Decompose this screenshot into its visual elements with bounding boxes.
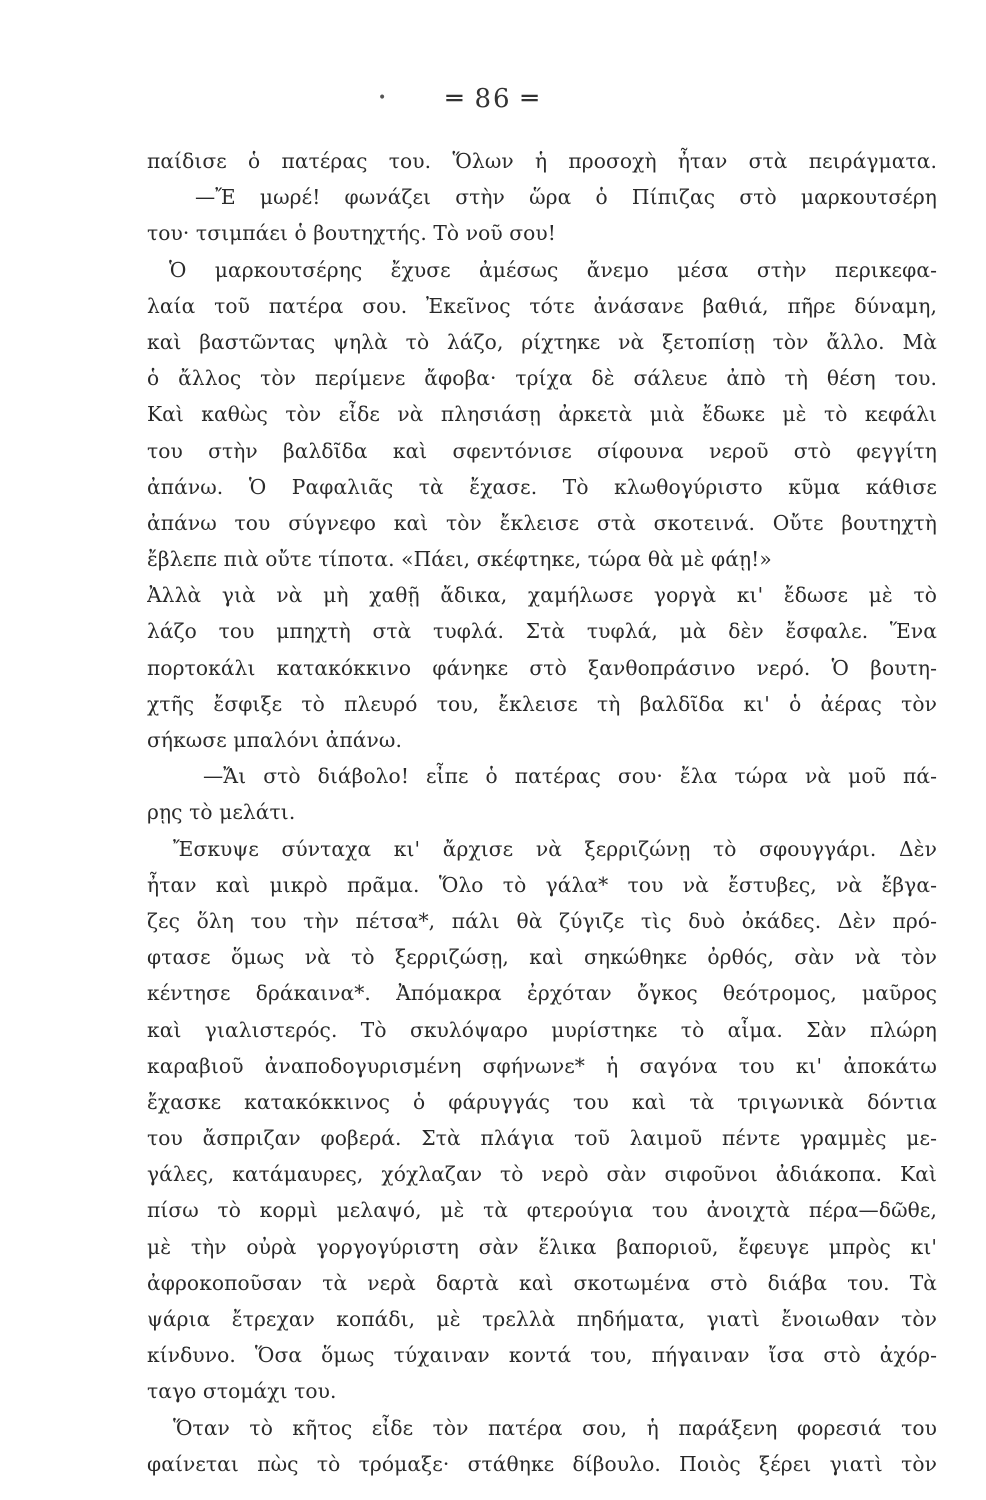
text-line: κίνδυνο. Ὅσα ὅμως τύχαιναν κοντά του, πήγαιναν ἴσα στὸ ἀχόρ- <box>147 1343 937 1368</box>
text-line: ζες ὅλη του τὴν πέτσα*, πάλι θὰ ζύγιζε τὶς δυὸ ὀκάδες. Δὲν πρό- <box>147 908 937 933</box>
text-line: καραβιοῦ ἀναποδογυρισμένη σφήνωνε* ἡ σαγόνα του κι' ἀποκάτω <box>147 1053 937 1078</box>
text-line: λάζο του μπηχτὴ στὰ τυφλά. Στὰ τυφλά, μὰ δὲν ἔσφαλε. Ἕνα <box>147 619 937 644</box>
text-line: του στὴν βαλδῖδα καὶ σφεντόνισε σίφουνα νεροῦ στὸ φεγγίτη <box>147 438 937 463</box>
text-line: ἀφροκοποῦσαν τὰ νερὰ δαρτὰ καὶ σκοτωμένα στὸ διάβα του. Τὰ <box>147 1270 937 1295</box>
text-line: ὁ ἄλλος τὸν περίμενε ἄφοβα· τρίχα δὲ σάλευε ἀπὸ τὴ θέση του. <box>147 366 937 391</box>
text-line: γάλες, κατάμαυρες, χόχλαζαν τὸ νερὸ σὰν σιφοῦνοι ἀδιάκοπα. Καὶ <box>147 1162 937 1187</box>
page-number-header: ═ 86 ═ <box>446 84 540 114</box>
text-line: ἀπάνω. Ὁ Ραφαλιᾶς τὰ ἔχασε. Τὸ κλωθογύριστο κῦμα κάθισε <box>147 474 937 499</box>
text-line: ψάρια ἔτρεχαν κοπάδι, μὲ τρελλὰ πηδήματα, γιατὶ ἔνοιωθαν τὸν <box>147 1307 937 1331</box>
body-text <box>147 143 937 1482</box>
text-line: πορτοκάλι κατακόκκινο φάνηκε στὸ ξανθοπράσινο νερό. Ὁ βουτη- <box>147 655 937 680</box>
text-line: παίδισε ὁ πατέρας του. Ὅλων ἡ προσοχὴ ἦταν στὰ πειράγματα. <box>147 149 937 173</box>
bullet-mark: • <box>378 90 387 106</box>
text-line: σήκωσε μπαλόνι ἀπάνω. <box>147 728 402 752</box>
text-line: μὲ τὴν οὐρὰ γοργογύριστη σὰν ἕλικα βαποριοῦ, ἔφευγε μπρὸς κι' <box>147 1234 937 1259</box>
text-line: ἔχασκε κατακόκκινος ὁ φάρυγγάς του καὶ τὰ τριγωνικὰ δόντια <box>147 1089 937 1114</box>
text-line: καὶ γιαλιστερός. Τὸ σκυλόψαρο μυρίστηκε τὸ αἷμα. Σὰν πλώρη <box>147 1017 937 1042</box>
text-line: χτῆς ἔσφιξε τὸ πλευρό του, ἔκλεισε τὴ βαλδῖδα κι' ὁ ἀέρας τὸν <box>147 691 937 716</box>
text-line: —Ἄι στὸ διάβολο! εἶπε ὁ πατέρας σου· ἔλα τώρα νὰ μοῦ πά- <box>203 764 937 789</box>
text-line: Ὅταν τὸ κῆτος εἶδε τὸν πατέρα σου, ἡ παράξενη φορεσιά του <box>173 1415 937 1440</box>
text-line: Ἀλλὰ γιὰ νὰ μὴ χαθῇ ἄδικα, χαμήλωσε γοργὰ κι' ἔδωσε μὲ τὸ <box>147 583 937 608</box>
text-line: —Ἔ μωρέ! φωνάζει στὴν ὥρα ὁ Πίπιζας στὸ μαρκουτσέρη <box>195 185 937 210</box>
text-line: Καὶ καθὼς τὸν εἶδε νὰ πλησιάσῃ ἀρκετὰ μιὰ ἔδωκε μὲ τὸ κεφάλι <box>147 402 937 427</box>
text-line: ἦταν καὶ μικρὸ πρᾶμα. Ὅλο τὸ γάλα* του νὰ ἔστυβες, νὰ ἔβγα- <box>147 872 937 897</box>
text-line: ταγο στομάχι του. <box>147 1379 337 1404</box>
text-line: πίσω τὸ κορμὶ μελαψό, μὲ τὰ φτερούγια του ἀνοιχτὰ πέρα—δῶθε, <box>147 1198 937 1223</box>
text-line: Ὁ μαρκουτσέρης ἔχυσε ἀμέσως ἄνεμο μέσα στὴν περικεφα- <box>169 257 937 282</box>
text-line: καὶ βαστῶντας ψηλὰ τὸ λάζο, ρίχτηκε νὰ ξετοπίσῃ τὸν ἄλλο. Μὰ <box>147 329 937 354</box>
text-line: ρῃς τὸ μελάτι. <box>147 800 296 825</box>
text-line: ἀπάνω του σύγνεφο καὶ τὸν ἔκλεισε στὰ σκοτεινά. Οὔτε βουτηχτὴ <box>147 510 937 535</box>
text-line: κέντησε δράκαινα*. Ἀπόμακρα ἐρχόταν ὄγκος θεότρομος, μαῦρος <box>147 981 937 1006</box>
text-line: φαίνεται πὼς τὸ τρόμαξε· στάθηκε δίβουλο. Ποιὸς ξέρει γιατὶ τὸν <box>147 1451 937 1476</box>
text-line: ἔβλεπε πιὰ οὔτε τίποτα. «Πάει, σκέφτηκε, τώρα θὰ μὲ φάῃ!» <box>147 547 772 572</box>
text-line: φτασε ὅμως νὰ τὸ ξερριζώσῃ, καὶ σηκώθηκε ὀρθός, σὰν νὰ τὸν <box>147 945 937 970</box>
text-line: του ἄσπριζαν φοβερά. Στὰ πλάγια τοῦ λαιμοῦ πέντε γραμμὲς με- <box>147 1126 937 1151</box>
text-line: λαία τοῦ πατέρα σου. Ἐκεῖνος τότε ἀνάσανε βαθιά, πῆρε δύναμη, <box>147 293 937 318</box>
text-line: του· τσιμπάει ὁ βουτηχτής. Τὸ νοῦ σου! <box>147 221 556 246</box>
text-line: Ἔσκυψε σύνταχα κι' ἄρχισε νὰ ξερριζώνῃ τὸ σφουγγάρι. Δὲν <box>173 836 937 861</box>
